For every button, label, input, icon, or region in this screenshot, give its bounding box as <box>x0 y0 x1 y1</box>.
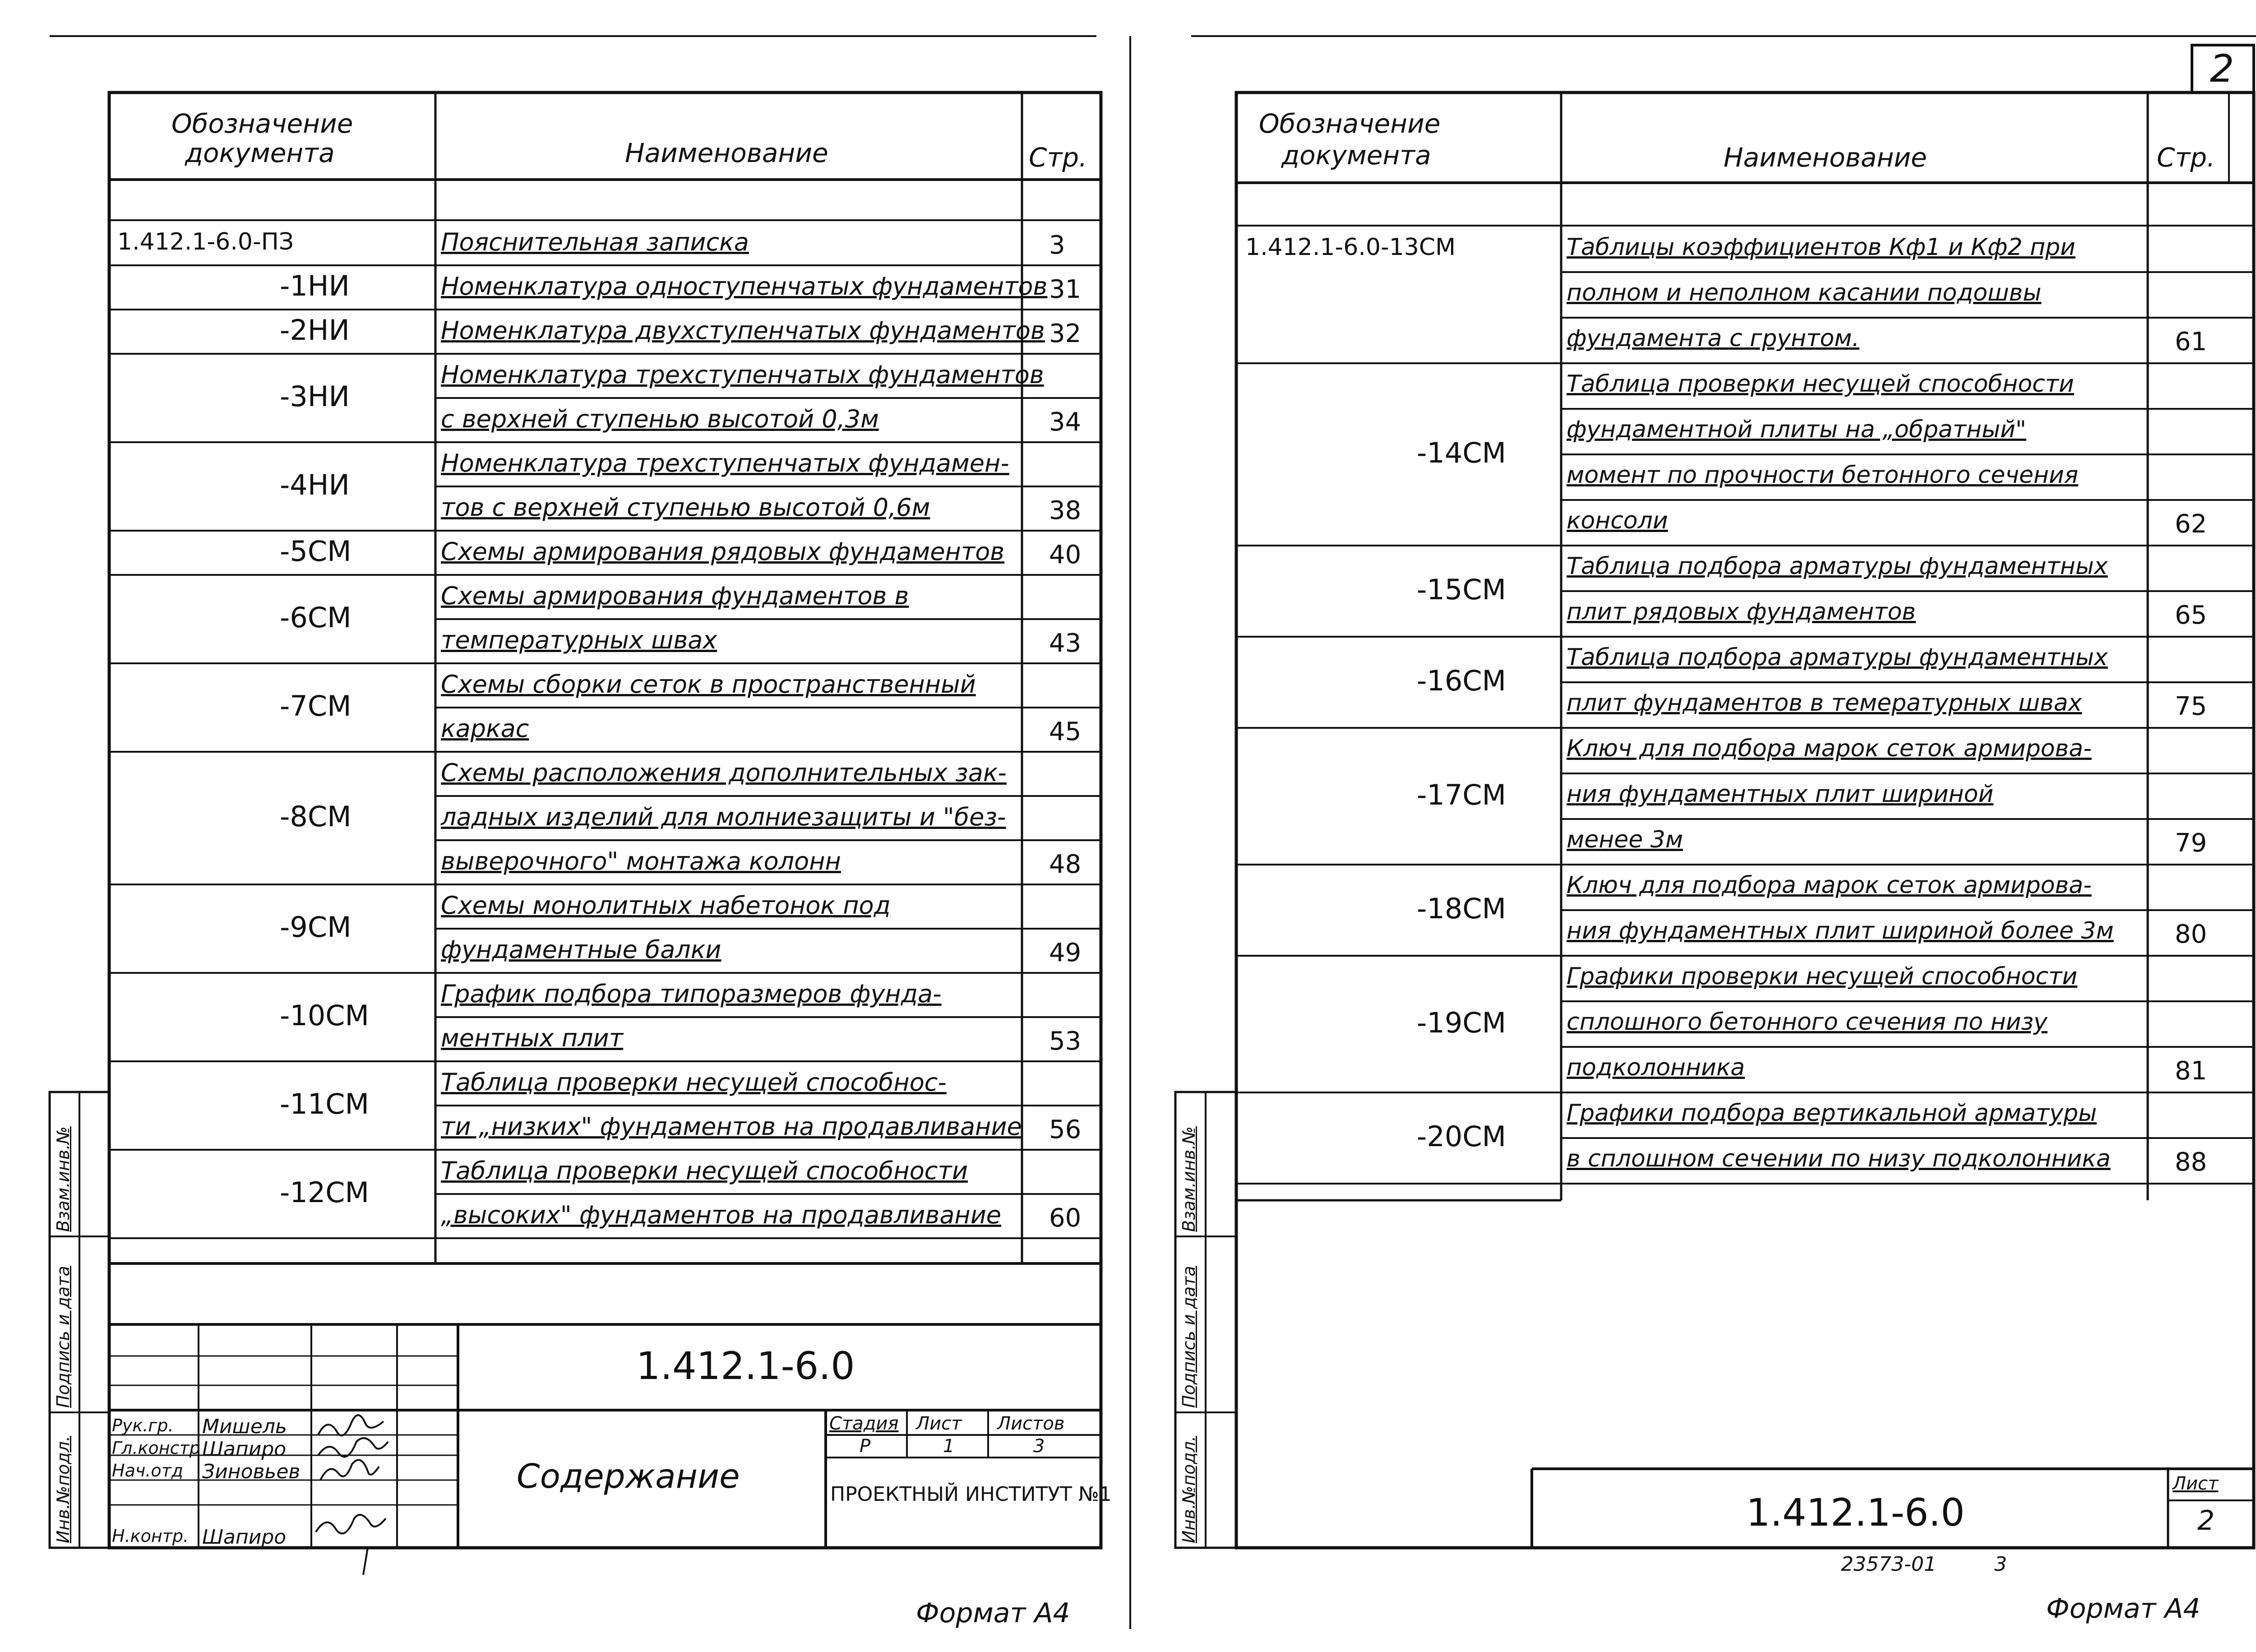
left-doc-title-line: Схемы армирования фундаментов в <box>441 582 909 610</box>
stamp-role: Гл.констр <box>112 1438 200 1458</box>
left-doc-page: 45 <box>1049 717 1082 746</box>
format-left: Формат А4 <box>916 1597 1070 1629</box>
left-doc-title-line: ладных изделий для молниезащиты и "без- <box>441 803 1006 831</box>
left-doc-page: 56 <box>1049 1115 1082 1144</box>
left-doc-code: -2НИ <box>280 314 350 347</box>
right-doc-code: -17СМ <box>1417 778 1507 811</box>
left-doc-page: 60 <box>1049 1203 1082 1233</box>
left-doc-title-line: тов с верхней ступенью высотой 0,6м <box>441 493 930 522</box>
left-sign-label: Подпись и дата <box>53 1266 73 1408</box>
right-row-line <box>1561 1046 2254 1048</box>
org-name: ПРОЕКТНЫЙ ИНСТИТУТ №1 <box>830 1483 1112 1506</box>
right-row-line <box>1561 727 2254 729</box>
right-doc-page: 81 <box>2175 1056 2207 1086</box>
left-doc-code: 1.412.1-6.0-ПЗ <box>117 228 294 255</box>
stamp-role: Рук.гр. <box>112 1416 174 1435</box>
left-doc-title-line: График подбора типоразмеров фунда- <box>441 980 942 1008</box>
right-doc-code: -15СМ <box>1417 573 1507 606</box>
left-header-name: Наименование <box>625 138 828 168</box>
left-header-designation-1: Обозначение <box>171 108 353 139</box>
left-code-separator <box>109 530 435 532</box>
left-doc-code: -3НИ <box>280 380 350 413</box>
right-row-line <box>1561 1092 2254 1093</box>
sheet-value: 1 <box>943 1436 955 1457</box>
format-right: Формат А4 <box>2046 1593 2201 1624</box>
right-doc-title-line: Ключ для подбора марок сеток армирова- <box>1567 735 2092 762</box>
right-doc-page: 79 <box>2175 828 2207 858</box>
right-doc-code: -16СМ <box>1417 664 1507 697</box>
left-header-page: Стр. <box>1029 142 1087 173</box>
right-doc-title-line: плит рядовых фундаментов <box>1567 598 1916 625</box>
right-row-line <box>1561 271 2254 273</box>
right-doc-page: 75 <box>2175 692 2207 721</box>
left-doc-code: -7СМ <box>280 689 351 722</box>
right-code-separator <box>1236 1092 1561 1093</box>
left-stamp-designation: 1.412.1-6.0 <box>636 1344 855 1388</box>
right-doc-title-line: Таблицы коэффициентов Кф1 и Кф2 при <box>1567 234 2076 261</box>
right-doc-title-line: консоли <box>1567 507 1668 534</box>
right-doc-code: -18СМ <box>1417 892 1507 925</box>
right-doc-title-line: плит фундаментов в темературных швах <box>1567 689 2082 717</box>
left-code-separator <box>109 1060 435 1062</box>
sheets-value: 3 <box>1033 1436 1045 1457</box>
right-stamp-designation: 1.412.1-6.0 <box>1746 1490 1965 1535</box>
right-sign-label: Подпись и дата <box>1179 1266 1199 1408</box>
left-row-line <box>435 1060 1101 1062</box>
left-code-separator <box>109 309 435 310</box>
left-doc-code: -5СМ <box>280 535 351 568</box>
left-row-line <box>435 1016 1101 1018</box>
left-doc-title-line: Таблица проверки несущей способности <box>441 1157 968 1185</box>
left-doc-title-line: каркас <box>441 714 529 743</box>
stamp-role: Нач.отд <box>112 1461 184 1481</box>
left-doc-title-line: Схемы расположения дополнительных зак- <box>441 759 1007 787</box>
archive-suffix: 3 <box>1994 1553 2007 1576</box>
left-doc-page: 3 <box>1049 231 1065 260</box>
right-doc-page: 62 <box>2175 509 2207 539</box>
right-header-name: Наименование <box>1724 142 1927 173</box>
left-row-line <box>435 1105 1101 1106</box>
left-row-line <box>435 486 1101 487</box>
right-doc-title-line: полном и неполном касании подошвы <box>1567 279 2042 306</box>
left-code-separator <box>109 264 435 266</box>
right-header-page: Стр. <box>2157 142 2215 173</box>
right-doc-title-line: Графики проверки несущей способности <box>1567 963 2078 990</box>
left-doc-page: 38 <box>1049 496 1082 525</box>
right-code-separator <box>1236 636 1561 638</box>
stage-label: Стадия <box>829 1413 899 1434</box>
left-doc-page: 32 <box>1049 319 1082 348</box>
right-header-designation-2: документа <box>1281 140 1431 171</box>
right-doc-title-line: Ключ для подбора марок сеток армирова- <box>1567 872 2092 899</box>
right-sheet-label: Лист <box>2173 1473 2219 1494</box>
right-row-line <box>1561 909 2254 911</box>
right-row-line <box>1561 1183 2254 1185</box>
left-doc-code: -11СМ <box>280 1087 370 1120</box>
right-row-line <box>1561 1137 2254 1139</box>
right-doc-title-line: фундаментной плиты на „обратный" <box>1567 416 2026 443</box>
stamp-name: Шапиро <box>202 1438 287 1461</box>
left-doc-page: 48 <box>1049 850 1082 879</box>
left-row-line <box>435 751 1101 753</box>
left-row-line <box>435 839 1101 841</box>
right-code-separator <box>1236 362 1561 364</box>
right-doc-page: 80 <box>2175 920 2207 949</box>
left-doc-page: 34 <box>1049 407 1082 437</box>
right-code-separator <box>1236 1183 1561 1185</box>
right-doc-title-line: подколонника <box>1567 1054 1745 1081</box>
left-row-line <box>435 1193 1101 1195</box>
signatures <box>316 1415 388 1575</box>
sheets-label: Листов <box>997 1413 1065 1434</box>
right-doc-title-line: момент по прочности бетонного сечения <box>1567 462 2078 489</box>
left-code-separator <box>109 1149 435 1151</box>
left-doc-title-line: выверочного" монтажа колонн <box>441 847 841 875</box>
right-code-separator <box>1236 955 1561 957</box>
left-header-designation-2: документа <box>185 138 335 168</box>
left-doc-page: 40 <box>1049 540 1082 569</box>
sheet-label: Лист <box>916 1413 962 1434</box>
right-row-line <box>1561 818 2254 820</box>
page-number: 2 <box>2210 46 2234 91</box>
left-doc-title-line: Пояснительная записка <box>441 228 749 256</box>
right-doc-title-line: Таблица проверки несущей способности <box>1567 370 2074 398</box>
left-code-separator <box>109 884 435 885</box>
left-doc-title-line: Схемы сборки сеток в пространственный <box>441 670 976 699</box>
right-doc-code: -14СМ <box>1417 436 1507 469</box>
right-row-line <box>1561 362 2254 364</box>
stamp-name: Мишель <box>202 1415 287 1438</box>
right-row-line <box>1561 636 2254 638</box>
left-code-separator <box>109 972 435 974</box>
left-code-separator <box>109 441 435 443</box>
stamp-role: Н.контр. <box>112 1526 189 1546</box>
left-doc-title-line: ти „низких" фундаментов на продавливание <box>441 1112 1022 1141</box>
right-doc-title-line: менее 3м <box>1567 826 1683 853</box>
right-doc-title-line: ния фундаментных плит шириной более 3м <box>1567 917 2114 944</box>
left-doc-title-line: „высоких" фундаментов на продавливание <box>441 1201 1002 1229</box>
left-row-line <box>435 441 1101 443</box>
stamp-name: Зиновьев <box>202 1460 300 1483</box>
left-doc-title-line: Схемы монолитных набетонок под <box>441 891 891 920</box>
right-doc-code: -19СМ <box>1417 1006 1507 1039</box>
left-row-line <box>435 707 1101 708</box>
right-doc-title-line: фундамента с грунтом. <box>1567 325 1860 352</box>
left-row-line <box>435 264 1101 266</box>
right-doc-page: 65 <box>2175 601 2207 630</box>
right-inv-label: Инв.№подл. <box>1179 1435 1199 1543</box>
right-row-line <box>1561 408 2254 410</box>
stamp-name: Шапиро <box>202 1526 287 1549</box>
right-code-separator <box>1236 545 1561 546</box>
left-row-line <box>435 574 1101 576</box>
stage-value: Р <box>860 1436 871 1457</box>
left-code-separator <box>109 574 435 576</box>
right-doc-title-line: Графики подбора вертикальной арматуры <box>1567 1100 2097 1127</box>
left-code-separator <box>109 353 435 355</box>
right-row-line <box>1561 864 2254 865</box>
right-row-line <box>1561 499 2254 501</box>
left-stamp-title: Содержание <box>517 1457 740 1496</box>
right-row-line <box>1561 317 2254 319</box>
left-doc-page: 49 <box>1049 938 1082 967</box>
right-doc-title-line: ния фундаментных плит шириной <box>1567 781 1994 808</box>
left-doc-title-line: ментных плит <box>441 1024 624 1052</box>
archive-number: 23573-01 <box>1841 1553 1937 1576</box>
left-doc-title-line: с верхней ступенью высотой 0,3м <box>441 405 879 433</box>
left-row-line <box>435 1237 1101 1239</box>
left-row-line <box>435 972 1101 974</box>
right-doc-code: 1.412.1-6.0-13СМ <box>1245 234 1456 261</box>
left-row-line <box>435 1149 1101 1151</box>
right-sheet-value: 2 <box>2197 1505 2215 1536</box>
left-code-separator <box>109 751 435 753</box>
right-row-line <box>1561 955 2254 957</box>
left-doc-code: -4НИ <box>280 468 350 501</box>
left-row-line <box>435 928 1101 930</box>
left-row-line <box>435 662 1101 664</box>
left-vzam-label: Взам.инв.№ <box>53 1126 73 1232</box>
right-code-separator <box>1236 727 1561 729</box>
left-doc-page: 31 <box>1049 275 1082 304</box>
right-doc-page: 61 <box>2175 327 2207 356</box>
right-doc-code: -20СМ <box>1417 1120 1507 1153</box>
right-row-line <box>1561 681 2254 683</box>
right-row-line <box>1561 545 2254 546</box>
right-vzam-label: Взам.инв.№ <box>1179 1126 1199 1232</box>
right-row-line <box>1561 773 2254 774</box>
left-doc-code: -9СМ <box>280 911 351 944</box>
right-row-line <box>1561 1000 2254 1002</box>
left-doc-code: -6СМ <box>280 601 351 634</box>
left-doc-title-line: Номенклатура трехступенчатых фундамен- <box>441 449 1009 477</box>
right-doc-title-line: сплошного бетонного сечения по низу <box>1567 1009 2048 1036</box>
right-header-designation-1: Обозначение <box>1259 108 1441 139</box>
left-doc-page: 43 <box>1049 629 1082 658</box>
left-doc-page: 53 <box>1049 1027 1082 1056</box>
left-code-separator <box>109 1237 435 1239</box>
right-doc-title-line: в сплошном сечении по низу подколонника <box>1567 1145 2111 1172</box>
left-inv-label: Инв.№подл. <box>53 1435 73 1543</box>
left-row-line <box>435 618 1101 620</box>
left-doc-title-line: Номенклатура одноступенчатых фундаментов <box>441 272 1048 301</box>
left-row-line <box>435 530 1101 532</box>
left-row-line <box>435 397 1101 399</box>
left-row-line <box>435 884 1101 885</box>
left-row-line <box>435 353 1101 355</box>
left-doc-title-line: фундаментные балки <box>441 935 721 964</box>
left-doc-title-line: Схемы армирования рядовых фундаментов <box>441 537 1005 566</box>
left-doc-title-line: Номенклатура двухступенчатых фундаментов <box>441 316 1045 345</box>
right-doc-page: 88 <box>2175 1148 2207 1177</box>
left-doc-code: -10СМ <box>280 999 370 1032</box>
left-doc-title-line: Номенклатура трехступенчатых фундаментов <box>441 361 1044 389</box>
left-row-line <box>435 795 1101 797</box>
left-doc-code: -12СМ <box>280 1176 370 1209</box>
right-row-line <box>1561 590 2254 592</box>
right-row-line <box>1561 453 2254 455</box>
left-doc-code: -8СМ <box>280 800 351 833</box>
left-doc-code: -1НИ <box>280 269 350 302</box>
left-code-separator <box>109 662 435 664</box>
left-row-line <box>435 309 1101 310</box>
right-code-separator <box>1236 864 1561 865</box>
right-doc-title-line: Таблица подбора арматуры фундаментных <box>1567 553 2108 580</box>
left-doc-title-line: температурных швах <box>441 626 717 654</box>
left-doc-title-line: Таблица проверки несущей способнос- <box>441 1068 947 1097</box>
right-doc-title-line: Таблица подбора арматуры фундаментных <box>1567 644 2108 671</box>
